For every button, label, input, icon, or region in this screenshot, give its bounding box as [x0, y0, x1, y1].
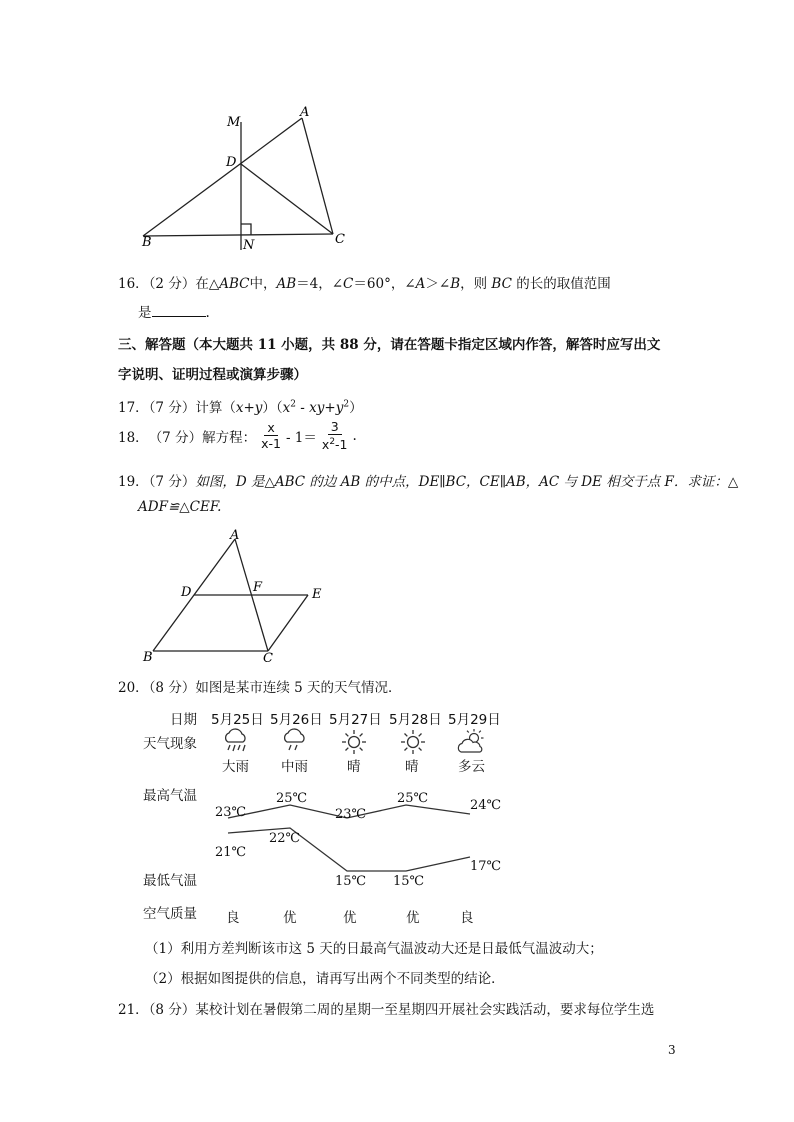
date-day1: 5月25日	[211, 712, 264, 728]
sunny-icon	[340, 728, 368, 756]
low-temp-line	[228, 828, 470, 871]
partly-cloudy-icon	[456, 728, 488, 756]
segment-bd-a	[143, 118, 302, 236]
moderate-rain-icon	[280, 728, 310, 754]
row-label-weather: 天气现象	[143, 736, 197, 752]
answer-blank[interactable]	[152, 304, 206, 317]
low-temp-label-day4: 15℃	[393, 874, 425, 889]
fraction-3-over-x2-minus-1: $\frac{3}{x^2-1}$	[321, 419, 348, 453]
figure-triangle-parallelogram	[135, 525, 335, 667]
label-a: A	[300, 105, 310, 120]
weather-day4: 晴	[405, 759, 419, 775]
weather-day3: 晴	[347, 759, 361, 775]
question-20-sub1: （1）利用方差判断该市这 5 天的日最高气温波动大还是日最低气温波动大；	[145, 941, 603, 957]
label-a: A	[230, 528, 240, 543]
label-m: M	[227, 115, 241, 130]
label-n: N	[243, 238, 255, 253]
segment-ce	[268, 595, 308, 651]
label-e: E	[312, 587, 322, 602]
low-temp-label-day2: 22℃	[269, 831, 301, 846]
page-number: 3	[668, 1043, 676, 1057]
section-3-heading-line2: 字说明、证明过程或演算步骤）	[118, 367, 307, 383]
high-temp-label-day1: 23℃	[215, 805, 247, 820]
low-temp-label-day3: 15℃	[335, 874, 367, 889]
date-day3: 5月27日	[329, 712, 382, 728]
label-d: D	[181, 585, 192, 600]
segment-bc	[143, 234, 333, 236]
label-f: F	[253, 580, 263, 595]
question-18: 18． （7 分） 解方程： $\frac{x}{x-1}$ - 1＝ $\frac{3}{x^2-1}$ .	[118, 419, 357, 453]
segment-dc	[241, 164, 333, 234]
label-d: D	[226, 155, 237, 170]
air-day2: 优	[283, 910, 297, 926]
question-16: 16．（2 分）在△ABC中，AB＝4，∠C＝60°，∠A＞∠B，则 BC 的长的取值范围	[118, 276, 611, 292]
air-day4: 优	[406, 910, 420, 926]
label-b: B	[142, 235, 152, 250]
label-b: B	[143, 650, 153, 665]
segment-ac	[302, 118, 333, 234]
row-label-low: 最低气温	[143, 873, 197, 889]
high-temp-line	[228, 805, 470, 818]
figure-triangle-mn	[130, 100, 360, 255]
high-temp-label-day4: 25℃	[397, 791, 429, 806]
row-label-air: 空气质量	[143, 906, 197, 922]
right-angle-mark	[241, 224, 251, 235]
label-c: C	[335, 232, 345, 247]
question-21: 21．（8 分）某校计划在暑假第二周的星期一至星期四开展社会实践活动，要求每位学生选	[118, 1002, 655, 1018]
high-temp-label-day3: 23℃	[335, 807, 367, 822]
row-label-high: 最高气温	[143, 788, 197, 804]
sunny-icon	[399, 728, 427, 756]
question-20: 20．（8 分）如图是某市连续 5 天的天气情况．	[118, 680, 402, 696]
date-day5: 5月29日	[448, 712, 501, 728]
date-day2: 5月26日	[270, 712, 323, 728]
air-day5: 良	[460, 910, 474, 926]
low-temp-label-day5: 17℃	[470, 859, 502, 874]
question-19: 19．（7 分）如图，D 是△ABC 的边 AB 的中点，DE∥BC，CE∥AB，AC 与 DE 相交于点 F．求证：△	[118, 474, 739, 490]
question-17: 17．（7 分）计算$(x+y)(x^2 - xy+y^2)$	[118, 399, 363, 416]
section-3-heading: 三、解答题（本大题共 11 小题，共 88 分，请在答题卡指定区域内作答，解答时应写出文	[118, 337, 661, 353]
air-day3: 优	[343, 910, 357, 926]
low-temp-label-day1: 21℃	[215, 845, 247, 860]
weather-day5: 多云	[458, 759, 485, 775]
weather-day1: 大雨	[222, 759, 249, 775]
high-temp-label-day2: 25℃	[276, 791, 308, 806]
date-day4: 5月28日	[389, 712, 442, 728]
heavy-rain-icon	[221, 728, 251, 754]
fraction-x-over-x-minus-1: $\frac{x}{x-1}$	[261, 420, 281, 452]
question-19-line2: ADF≌△CEF.	[138, 499, 222, 515]
question-16-line2: 是 .	[138, 305, 210, 321]
weather-day2: 中雨	[281, 759, 308, 775]
question-20-sub2: （2）根据如图提供的信息，请再写出两个不同类型的结论．	[145, 971, 505, 987]
label-c: C	[263, 651, 273, 666]
row-label-date: 日期	[170, 712, 197, 728]
high-temp-label-day5: 24℃	[470, 798, 502, 813]
air-day1: 良	[226, 910, 240, 926]
